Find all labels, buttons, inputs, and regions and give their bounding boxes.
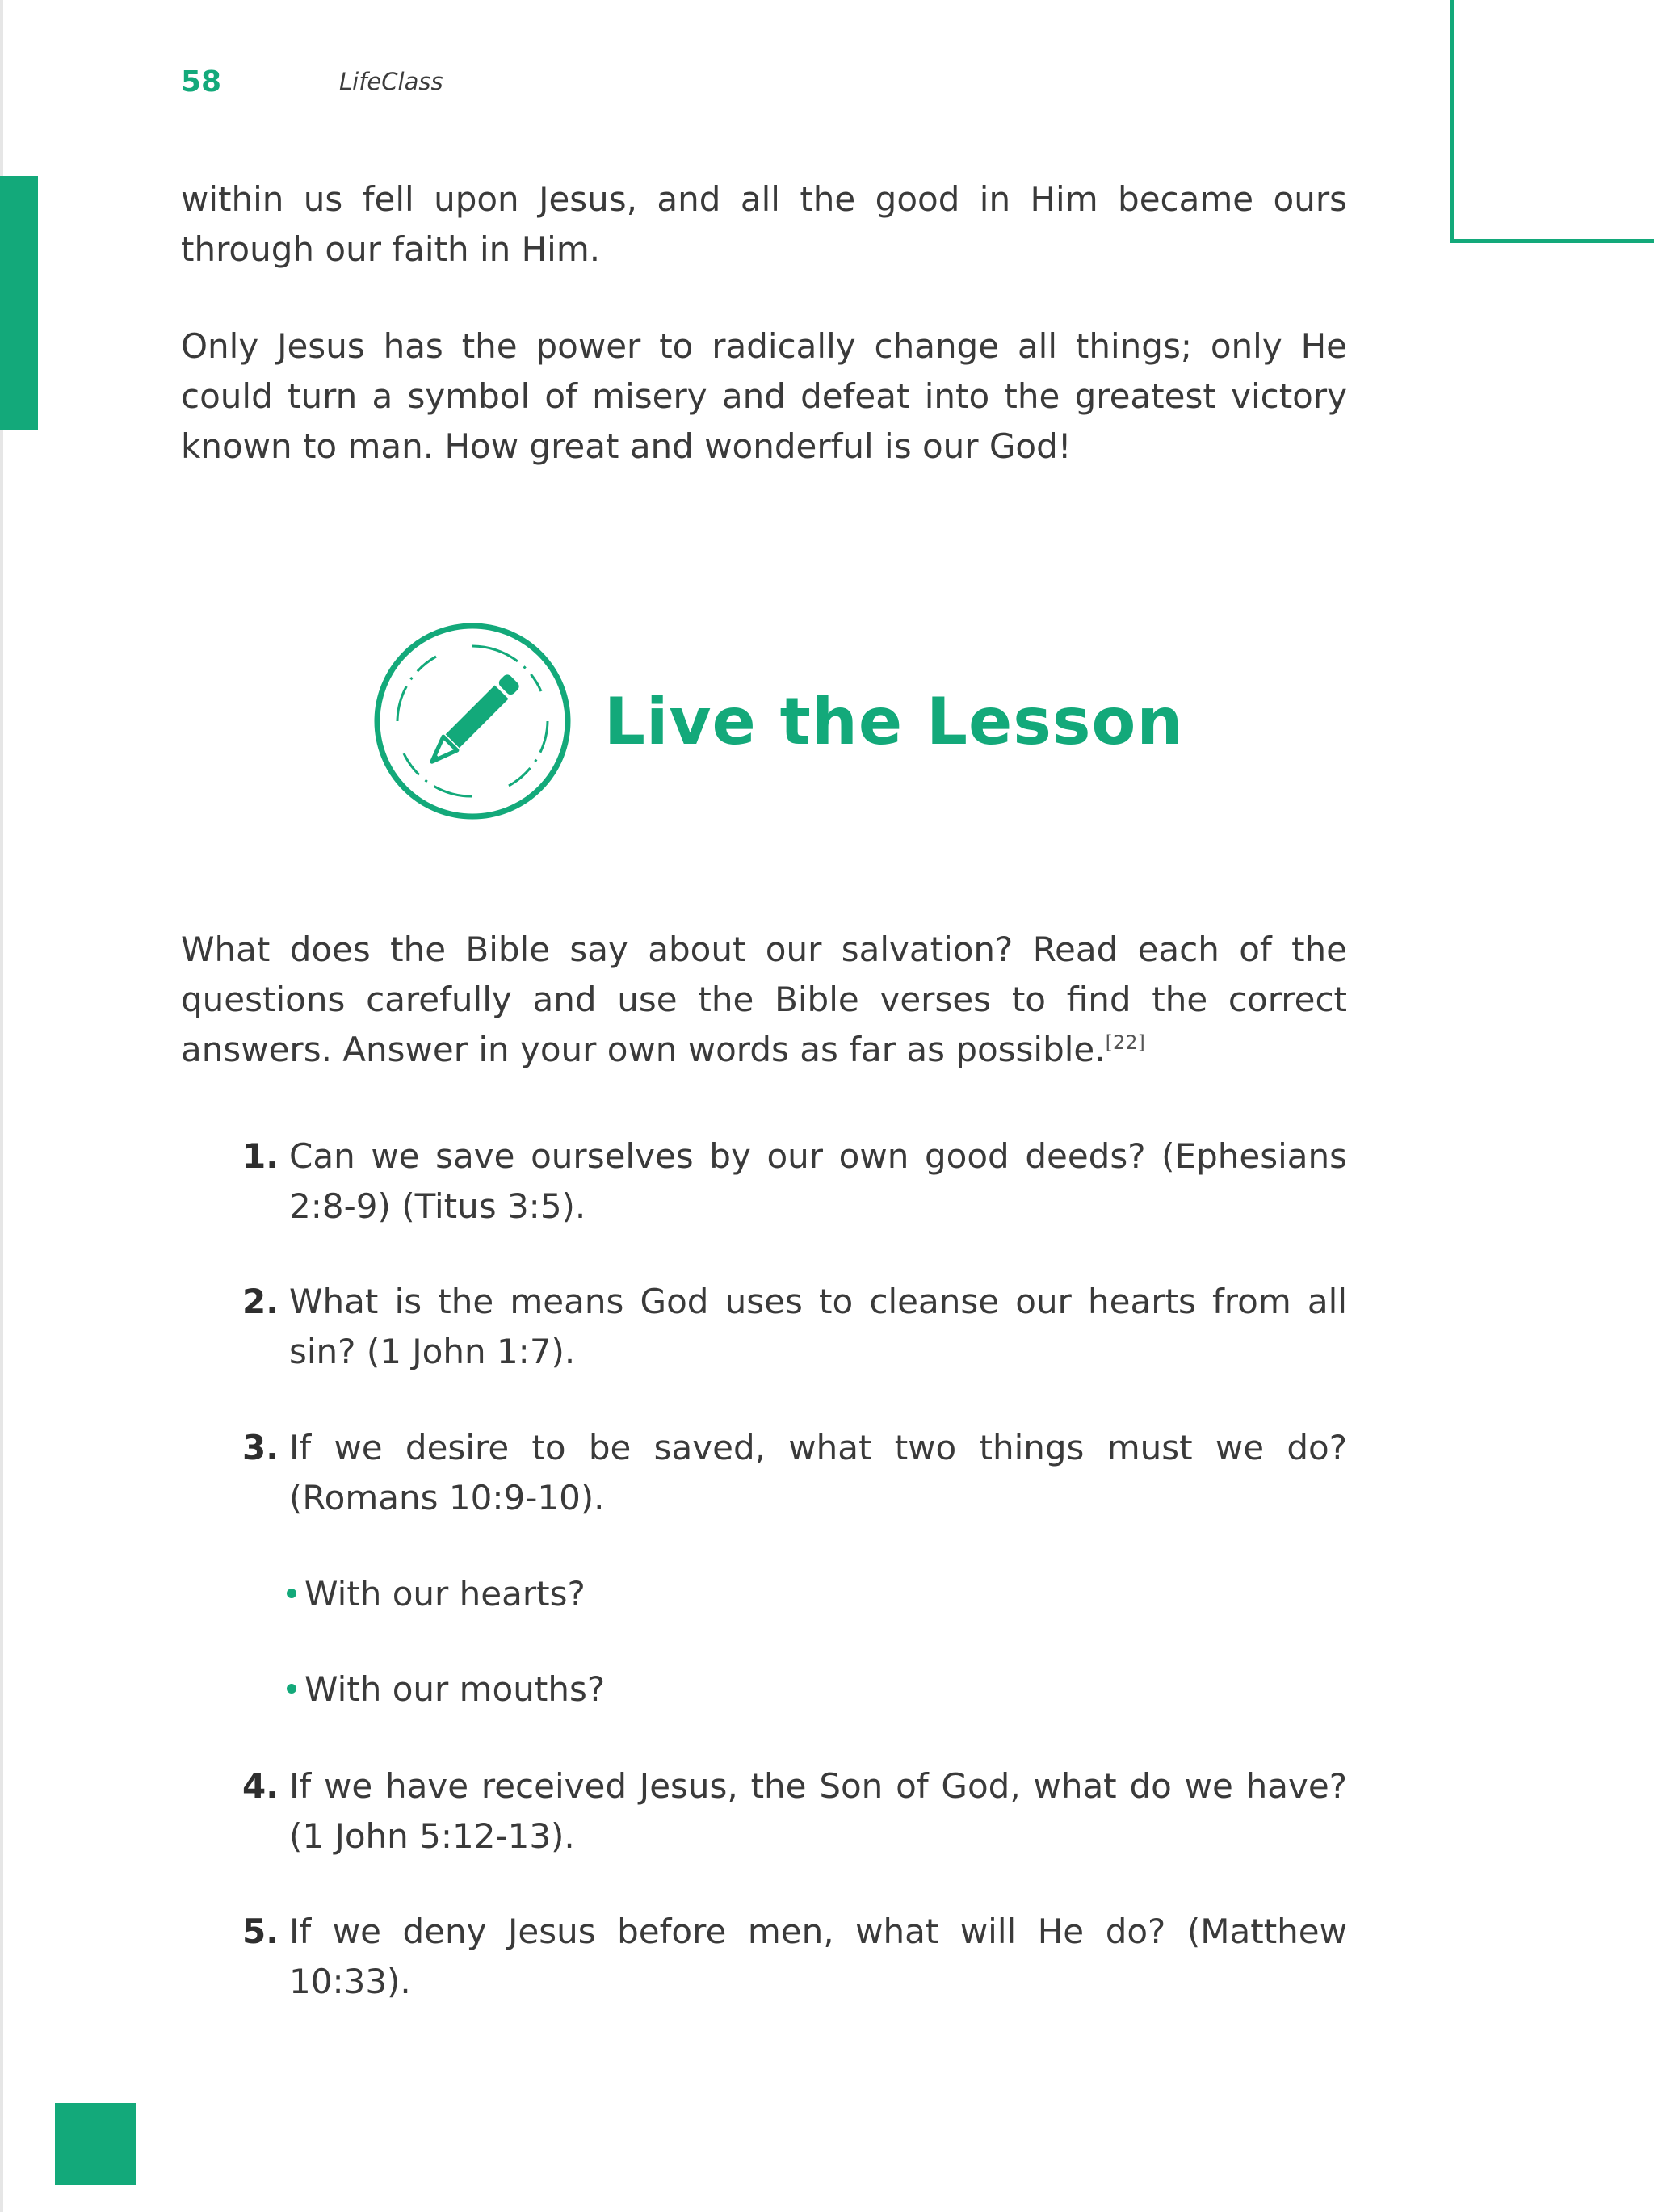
paragraph: Only Jesus has the power to radically change all things; only He could turn a symbol of misery and defeat into the greatest victory known to man. How great and wonderful is our God! bbox=[181, 326, 1347, 466]
page-number: 58 bbox=[181, 65, 222, 99]
section-heading bbox=[372, 620, 1183, 822]
question-text: If we have received Jesus, the Son of God, what do we have? (1 John 5:12-13). bbox=[289, 1766, 1347, 1856]
pencil-icon bbox=[372, 620, 573, 822]
question-item bbox=[242, 1131, 1347, 1232]
decorative-corner-square bbox=[55, 2103, 136, 2185]
question-text: What is the means God uses to cleanse our hearts from all sin? (1 John 1:7). bbox=[289, 1282, 1347, 1371]
lesson-intro bbox=[181, 925, 1347, 1075]
decorative-corner-bracket bbox=[1450, 0, 1654, 243]
decorative-side-bar bbox=[0, 176, 38, 430]
question-text: If we deny Jesus before men, what will He do? (Matthew 10:33). bbox=[289, 1912, 1347, 2001]
bullet-icon bbox=[287, 1589, 296, 1598]
question-number: 3. bbox=[242, 1428, 279, 1467]
sub-item-text: With our mouths? bbox=[304, 1669, 606, 1709]
question-number: 5. bbox=[242, 1912, 279, 1951]
page-header bbox=[181, 61, 443, 102]
question-text: If we desire to be saved, what two things must we do? (Romans 10:9-10). bbox=[289, 1428, 1347, 1517]
paragraph: within us fell upon Jesus, and all the good in Him became ours through our faith in Him. bbox=[181, 179, 1347, 269]
question-number: 2. bbox=[242, 1282, 279, 1321]
question-number: 4. bbox=[242, 1766, 279, 1806]
question-text: Can we save ourselves by our own good deeds? (Ephesians 2:8-9) (Titus 3:5). bbox=[289, 1136, 1347, 1226]
question-item bbox=[242, 1423, 1347, 1523]
question-item bbox=[242, 1907, 1347, 2007]
lesson-intro-text: What does the Bible say about our salvation? Read each of the questions carefully and use the Bible verses to find the correct answers. Answer in your own words as far as possible. bbox=[181, 930, 1347, 1069]
sub-item bbox=[287, 1664, 605, 1715]
section-title: Live the Lesson bbox=[604, 683, 1184, 759]
question-item bbox=[242, 1277, 1347, 1377]
footnote-reference: [22] bbox=[1105, 1031, 1145, 1054]
sub-item-text: With our hearts? bbox=[304, 1574, 586, 1614]
sub-item bbox=[287, 1569, 586, 1619]
question-number: 1. bbox=[242, 1136, 279, 1176]
question-item bbox=[242, 1761, 1347, 1862]
running-title: LifeClass bbox=[339, 68, 443, 95]
bullet-icon bbox=[287, 1684, 296, 1694]
